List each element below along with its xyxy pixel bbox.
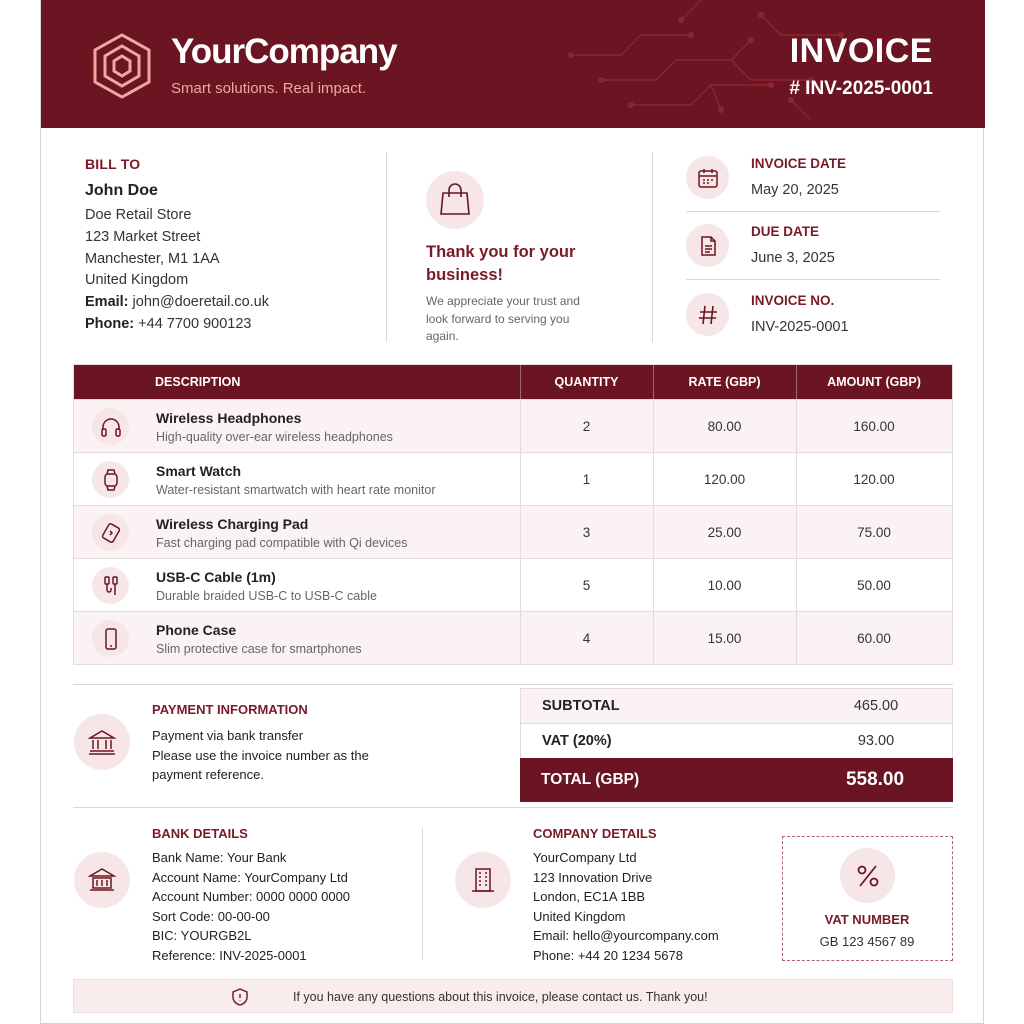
divider bbox=[422, 828, 423, 960]
watch-icon bbox=[92, 461, 129, 498]
invoice-sheet bbox=[40, 0, 984, 1024]
meta-due-date bbox=[686, 224, 940, 284]
item-amount: 75.00 bbox=[857, 525, 891, 540]
invoice-number-heading: # INV-2025-0001 bbox=[789, 78, 933, 99]
table-row bbox=[74, 452, 952, 505]
phone-icon bbox=[92, 620, 129, 657]
email-label: Email: bbox=[533, 928, 570, 943]
customer-address-line: 123 Market Street bbox=[85, 228, 201, 245]
bank-detail-value: Your Bank bbox=[223, 850, 287, 865]
table-row bbox=[74, 505, 952, 558]
total-label: TOTAL (GBP) bbox=[541, 771, 640, 788]
table-row bbox=[74, 611, 952, 664]
item-amount: 60.00 bbox=[857, 631, 891, 646]
item-amount: 50.00 bbox=[857, 578, 891, 593]
bank-detail-value: YourCompany Ltd bbox=[240, 869, 348, 885]
item-quantity: 1 bbox=[582, 472, 591, 487]
bank-detail-line bbox=[152, 848, 350, 868]
bank-building-icon bbox=[74, 852, 130, 908]
item-amount: 120.00 bbox=[853, 472, 895, 487]
bill-to-label: BILL TO bbox=[85, 156, 141, 172]
bank-detail-value: INV-2025-0001 bbox=[215, 947, 307, 963]
bank-detail-key: Bank Name: bbox=[152, 850, 224, 865]
email-value[interactable]: john@doeretail.co.uk bbox=[128, 294, 269, 311]
item-quantity: 2 bbox=[582, 419, 591, 434]
item-rate: 15.00 bbox=[707, 631, 742, 646]
item-quantity: 5 bbox=[582, 578, 591, 593]
invoice-title: INVOICE bbox=[789, 32, 933, 70]
payment-method: Payment via bank transfer bbox=[152, 728, 304, 743]
item-rate: 10.00 bbox=[707, 578, 742, 593]
item-name: Smart Watch bbox=[156, 463, 242, 479]
bank-detail-key: BIC: bbox=[152, 928, 178, 943]
company-address-line: YourCompany Ltd bbox=[533, 850, 637, 865]
thank-you-text: We appreciate your trust and look forward to serving you again. bbox=[426, 294, 580, 343]
vat-value: 93.00 bbox=[857, 733, 895, 749]
headphones-icon bbox=[92, 408, 129, 445]
bank-detail-value: 0000 0000 0000 bbox=[252, 889, 351, 904]
invoice-no-value: INV-2025-0001 bbox=[751, 319, 849, 335]
divider bbox=[73, 807, 953, 808]
phone-label: Phone: bbox=[533, 947, 575, 963]
item-name: USB-C Cable (1m) bbox=[156, 569, 276, 585]
item-name: Wireless Headphones bbox=[156, 410, 302, 426]
bill-to-block bbox=[85, 156, 385, 336]
column-header-description: DESCRIPTION bbox=[155, 375, 241, 389]
item-description: Durable braided USB-C to USB-C cable bbox=[156, 589, 377, 603]
invoice-header bbox=[41, 0, 985, 128]
due-date-label: DUE DATE bbox=[751, 224, 820, 239]
customer-name: John Doe bbox=[85, 182, 158, 199]
invoice-no-label: INVOICE NO. bbox=[751, 293, 835, 308]
invoice-date-label: INVOICE DATE bbox=[751, 156, 847, 171]
charging-pad-icon bbox=[92, 514, 129, 551]
table-header bbox=[74, 365, 952, 399]
payment-info-text bbox=[152, 726, 372, 785]
divider bbox=[686, 211, 940, 212]
calendar-icon bbox=[686, 156, 729, 199]
item-name: Phone Case bbox=[156, 622, 237, 638]
footer-note bbox=[73, 979, 953, 1013]
customer-address-line: Manchester, M1 1AA bbox=[85, 250, 220, 267]
table-row bbox=[74, 558, 952, 611]
bank-detail-line bbox=[152, 926, 350, 946]
shield-icon bbox=[232, 988, 248, 1006]
divider bbox=[386, 152, 387, 342]
item-description: Water-resistant smartwatch with heart rate monitor bbox=[156, 483, 436, 497]
line-items-table bbox=[73, 364, 953, 665]
bank-detail-key: Reference: bbox=[152, 947, 216, 963]
bank-details-label: BANK DETAILS bbox=[152, 826, 248, 841]
thank-you-title: Thank you for your business! bbox=[426, 243, 576, 284]
item-description: Fast charging pad compatible with Qi devices bbox=[156, 536, 408, 550]
bank-detail-line bbox=[152, 946, 350, 966]
item-quantity: 4 bbox=[582, 631, 591, 646]
invoice-date-value: May 20, 2025 bbox=[751, 182, 839, 198]
divider bbox=[652, 152, 653, 342]
bank-icon bbox=[74, 714, 130, 770]
item-description: Slim protective case for smartphones bbox=[156, 642, 362, 656]
hash-icon bbox=[686, 293, 729, 336]
due-date-value: June 3, 2025 bbox=[751, 250, 835, 266]
subtotal-row bbox=[520, 688, 953, 723]
bank-detail-line bbox=[152, 868, 350, 888]
customer-address-line: United Kingdom bbox=[85, 272, 189, 289]
company-logo-icon bbox=[91, 32, 153, 100]
item-rate: 25.00 bbox=[707, 525, 742, 540]
bank-details-text bbox=[152, 848, 350, 965]
email-value[interactable]: hello@yourcompany.com bbox=[569, 928, 719, 943]
vat-number-box bbox=[782, 836, 953, 961]
meta-invoice-date bbox=[686, 156, 940, 216]
subtotal-value: 465.00 bbox=[853, 698, 899, 714]
customer-phone bbox=[85, 314, 385, 336]
bank-detail-value: YOURGB2L bbox=[177, 928, 252, 943]
vat-number-value: GB 123 4567 89 bbox=[819, 934, 915, 949]
vat-label: VAT (20%) bbox=[542, 733, 612, 749]
company-address-line: United Kingdom bbox=[533, 908, 626, 924]
company-name: YourCompany bbox=[171, 32, 397, 71]
company-address-line: London, EC1A 1BB bbox=[533, 889, 646, 904]
company-details-label: COMPANY DETAILS bbox=[533, 826, 657, 841]
company-details-text bbox=[533, 848, 719, 965]
company-email bbox=[533, 926, 719, 946]
vat-number-label: VAT NUMBER bbox=[824, 912, 910, 927]
footer-text: If you have any questions about this invoice, please contact us. Thank you! bbox=[293, 990, 708, 1004]
subtotal-label: SUBTOTAL bbox=[542, 698, 620, 714]
company-phone bbox=[533, 946, 719, 966]
phone-value: +44 7700 900123 bbox=[134, 315, 252, 332]
meta-invoice-no bbox=[686, 293, 940, 353]
divider bbox=[73, 684, 953, 685]
phone-value: +44 20 1234 5678 bbox=[574, 947, 684, 963]
column-header-amount: AMOUNT (GBP) bbox=[827, 375, 921, 389]
document-icon bbox=[686, 224, 729, 267]
bank-detail-key: Account Name: bbox=[152, 869, 241, 885]
bank-detail-value: 00-00-00 bbox=[214, 908, 270, 924]
item-amount: 160.00 bbox=[853, 419, 895, 434]
item-rate: 80.00 bbox=[707, 419, 742, 434]
total-value: 558.00 bbox=[845, 769, 905, 790]
email-label: Email: bbox=[85, 294, 129, 311]
item-description: High-quality over-ear wireless headphones bbox=[156, 430, 393, 444]
item-rate: 120.00 bbox=[703, 472, 746, 487]
bank-detail-key: Account Number: bbox=[152, 889, 253, 904]
item-quantity: 3 bbox=[582, 525, 591, 540]
customer-email bbox=[85, 292, 385, 314]
bank-detail-line bbox=[152, 907, 350, 927]
office-building-icon bbox=[455, 852, 511, 908]
company-tagline: Smart solutions. Real impact. bbox=[171, 80, 367, 97]
table-row bbox=[74, 399, 952, 452]
phone-label: Phone: bbox=[85, 315, 135, 332]
vat-row bbox=[520, 723, 953, 758]
shopping-bag-icon bbox=[426, 171, 484, 229]
total-row bbox=[520, 758, 953, 802]
totals-block bbox=[520, 688, 953, 802]
percent-icon bbox=[840, 848, 895, 903]
column-header-rate: RATE (GBP) bbox=[688, 375, 761, 389]
column-header-quantity: QUANTITY bbox=[554, 375, 619, 389]
payment-reference-note: Please use the invoice number as the payment reference. bbox=[152, 747, 369, 782]
company-address-line: 123 Innovation Drive bbox=[533, 869, 653, 885]
divider bbox=[686, 279, 940, 280]
customer-address-line: Doe Retail Store bbox=[85, 207, 192, 223]
bank-detail-line bbox=[152, 887, 350, 907]
cable-icon bbox=[92, 567, 129, 604]
payment-info-label: PAYMENT INFORMATION bbox=[152, 702, 308, 717]
bank-detail-key: Sort Code: bbox=[152, 908, 215, 924]
item-name: Wireless Charging Pad bbox=[156, 516, 309, 532]
